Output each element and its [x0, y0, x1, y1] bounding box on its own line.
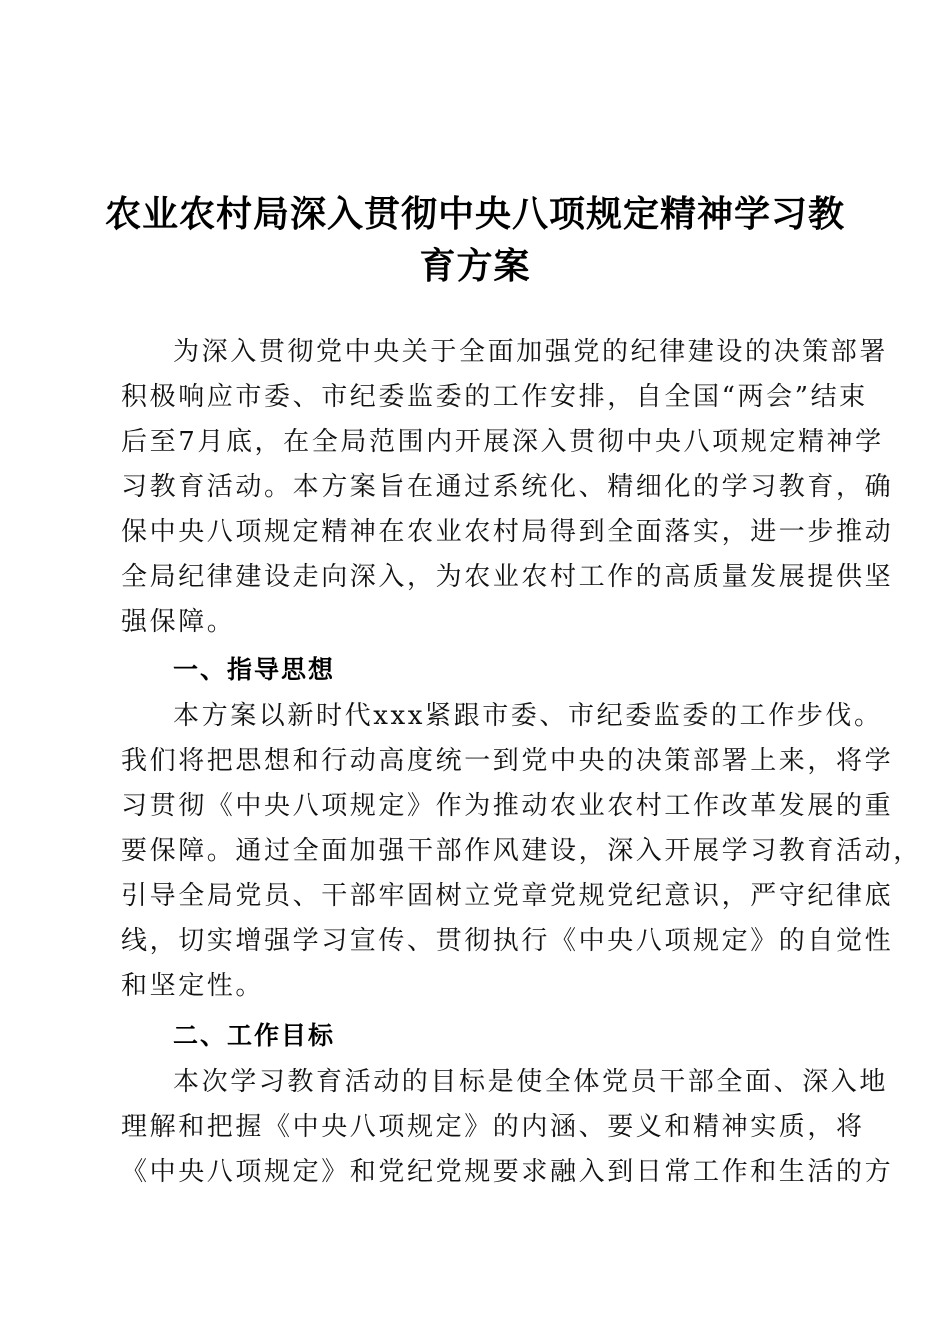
paragraph-line: 习贯彻《中央八项规定》作为推动农业农村工作改革发展的重 — [121, 791, 894, 821]
section-heading-work-goals: 二、工作目标 — [173, 1021, 336, 1050]
intro-paragraph — [121, 330, 894, 645]
paragraph-line: 本方案以新时代xxx紧跟市委、市纪委监委的工作步伐。 — [173, 701, 883, 731]
title-line-2: 育方案 — [419, 245, 531, 287]
document-title — [100, 188, 850, 292]
paragraph-line: 我们将把思想和行动高度统一到党中央的决策部署上来，将学 — [121, 746, 894, 776]
paragraph-line: 后至7月底，在全局范围内开展深入贯彻中央八项规定精神学 — [121, 427, 884, 457]
paragraph-line: 全局纪律建设走向深入，为农业农村工作的高质量发展提供坚 — [121, 562, 894, 592]
paragraph-line: 和坚定性。 — [121, 971, 265, 1001]
paragraph-line: 为深入贯彻党中央关于全面加强党的纪律建设的决策部署 — [173, 337, 889, 367]
guiding-thought-paragraph — [121, 694, 922, 1009]
paragraph-line: 本次学习教育活动的目标是使全体党员干部全面、深入地 — [173, 1067, 889, 1097]
section-heading-guiding-thought: 一、指导思想 — [173, 655, 336, 684]
paragraph-line: 理解和把握《中央八项规定》的内涵、要义和精神实质，将 — [121, 1112, 865, 1142]
title-line-1: 农业农村局深入贯彻中央八项规定精神学习教 — [104, 193, 845, 235]
paragraph-line: 习教育活动。本方案旨在通过系统化、精细化的学习教育，确 — [121, 472, 894, 502]
paragraph-line: 积极响应市委、市纪委监委的工作安排，自全国“两会”结束 — [121, 382, 868, 412]
paragraph-line: 保中央八项规定精神在农业农村局得到全面落实，进一步推动 — [121, 517, 894, 547]
paragraph-line: 线，切实增强学习宣传、贯彻执行《中央八项规定》的自觉性 — [121, 926, 894, 956]
work-goals-paragraph — [121, 1060, 894, 1195]
document-body — [121, 330, 922, 1195]
paragraph-line: 要保障。通过全面加强干部作风建设，深入开展学习教育活动， — [121, 836, 922, 866]
paragraph-line: 强保障。 — [121, 607, 236, 637]
paragraph-line: 《中央八项规定》和党纪党规要求融入到日常工作和生活的方 — [121, 1157, 894, 1187]
paragraph-line: 引导全局党员、干部牢固树立党章党规党纪意识，严守纪律底 — [121, 881, 894, 911]
